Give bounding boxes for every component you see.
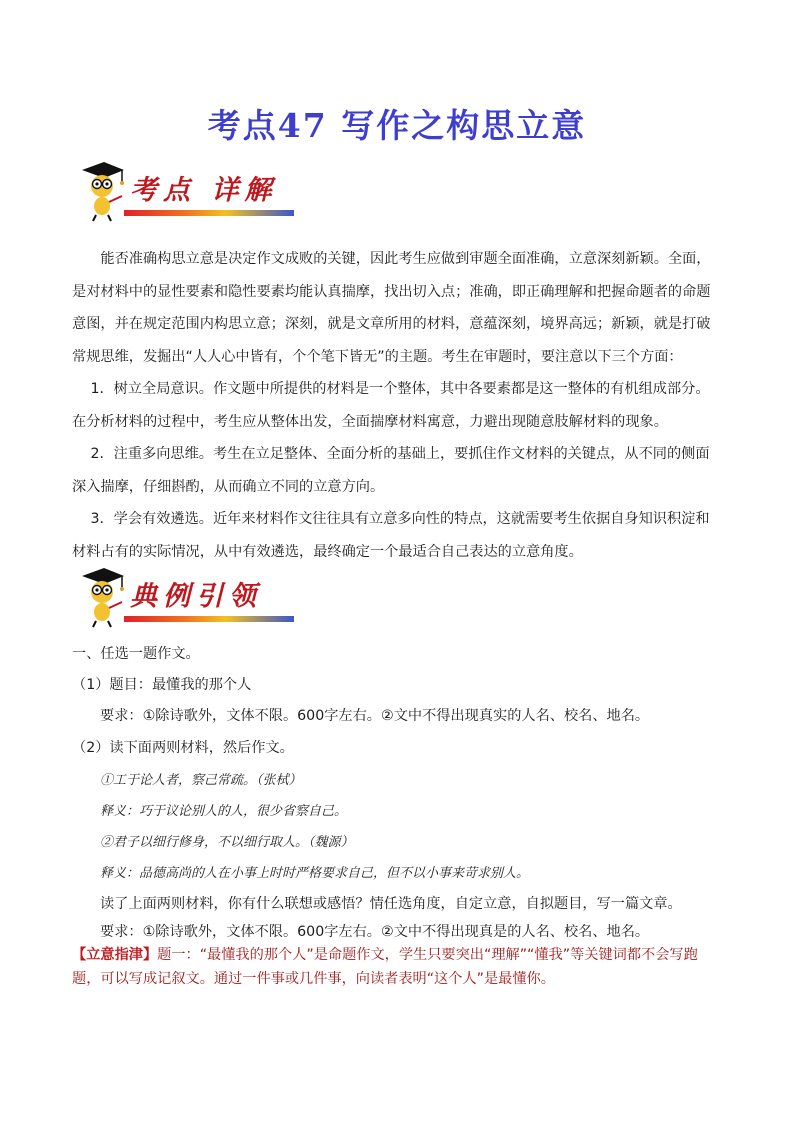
prompt-2-requirement: 要求：①除诗歌外，文体不限。600字左右。②文中不得出现真是的人名、校名、地名。 (100, 924, 650, 940)
point-paragraph-3: 3．学会有效遴选。近年来材料作文往往具有立意多向性的特点，这就需要考生依据自身知识积淀和材料占有的实际情况，从中有效遴选，最终确定一个最适合自己表达的立意角度。 (72, 511, 710, 560)
prompt-1-title: （1）题目：最懂我的那个人 (72, 677, 252, 693)
graduate-mascot-icon (78, 160, 128, 222)
material-2-explanation: 释义：品德高尚的人在小事上时时严格要求自己，但不以小事来苛求别人。 (100, 866, 530, 881)
material-2: ②君子以细行修身，不以细行取人。（魏源） (100, 835, 354, 850)
section-header-examples (78, 566, 298, 628)
point-paragraph-1: 1．树立全局意识。作文题中所提供的材料是一个整体，其中各要素都是这一整体的有机组成部分。在分析材料的过程中，考生应从整体出发，全面揣摩材料寓意，力避出现随意肢解材料的现象。 (72, 381, 710, 430)
guide-text: 题一：“最懂我的那个人”是命题作文，学生只要突出“理解”“懂我”等关键词都不会写跑题，可以写成记叙文。通过一件事或几件事，向读者表明“这个人”是最懂你。 (72, 947, 698, 987)
point-paragraph-2: 2．注重多向思维。考生在立足整体、全面分析的基础上，要抓住作文材料的关键点，从不同的侧面深入揣摩，仔细斟酌，从而确立不同的立意方向。 (72, 446, 710, 495)
header-underline (124, 210, 294, 216)
section-header-label: 考点 详解 (130, 175, 278, 206)
prompt-1-requirement: 要求：①除诗歌外，文体不限。600字左右。②文中不得出现真实的人名、校名、地名。 (100, 708, 650, 724)
task-heading: 一、任选一题作文。 (72, 646, 200, 662)
guide-tag: 【立意指津】 (72, 947, 158, 963)
intro-paragraph: 能否准确构思立意是决定作文成败的关键，因此考生应做到审题全面准确，立意深刻新颖。全面，是对材料中的显性要素和隐性要素均能认真揣摩，找出切入点；准确，即正确理解和把握命题者的命题意图，并在规定范围内构思立意；深刻，就是文章所用的材料，意蕴深刻，境界高远；新颖，就是打破常规思维，发掘出“人人心中皆有，个个笔下皆无”的主题。考生在审题时，要注意以下三个方面： (72, 251, 711, 365)
page-title: 考点47 写作之构思立意 (207, 106, 587, 145)
prompt-2-title: （2）读下面两则材料，然后作文。 (72, 740, 294, 756)
prompt-2-instruction: 读了上面两则材料，你有什么联想或感悟？情任选角度，自定立意，自拟题目，写一篇文章。 (100, 896, 682, 912)
material-1-explanation: 释义：巧于议论别人的人，很少省察自己。 (100, 804, 348, 819)
material-1: ①工于论人者，察己常疏。（张栻） (100, 773, 302, 788)
section-header-detail (78, 160, 298, 222)
header-underline (124, 616, 294, 622)
section-header-label: 典例引领 (130, 581, 262, 612)
guide-paragraph (72, 943, 722, 991)
graduate-mascot-icon (78, 566, 128, 628)
